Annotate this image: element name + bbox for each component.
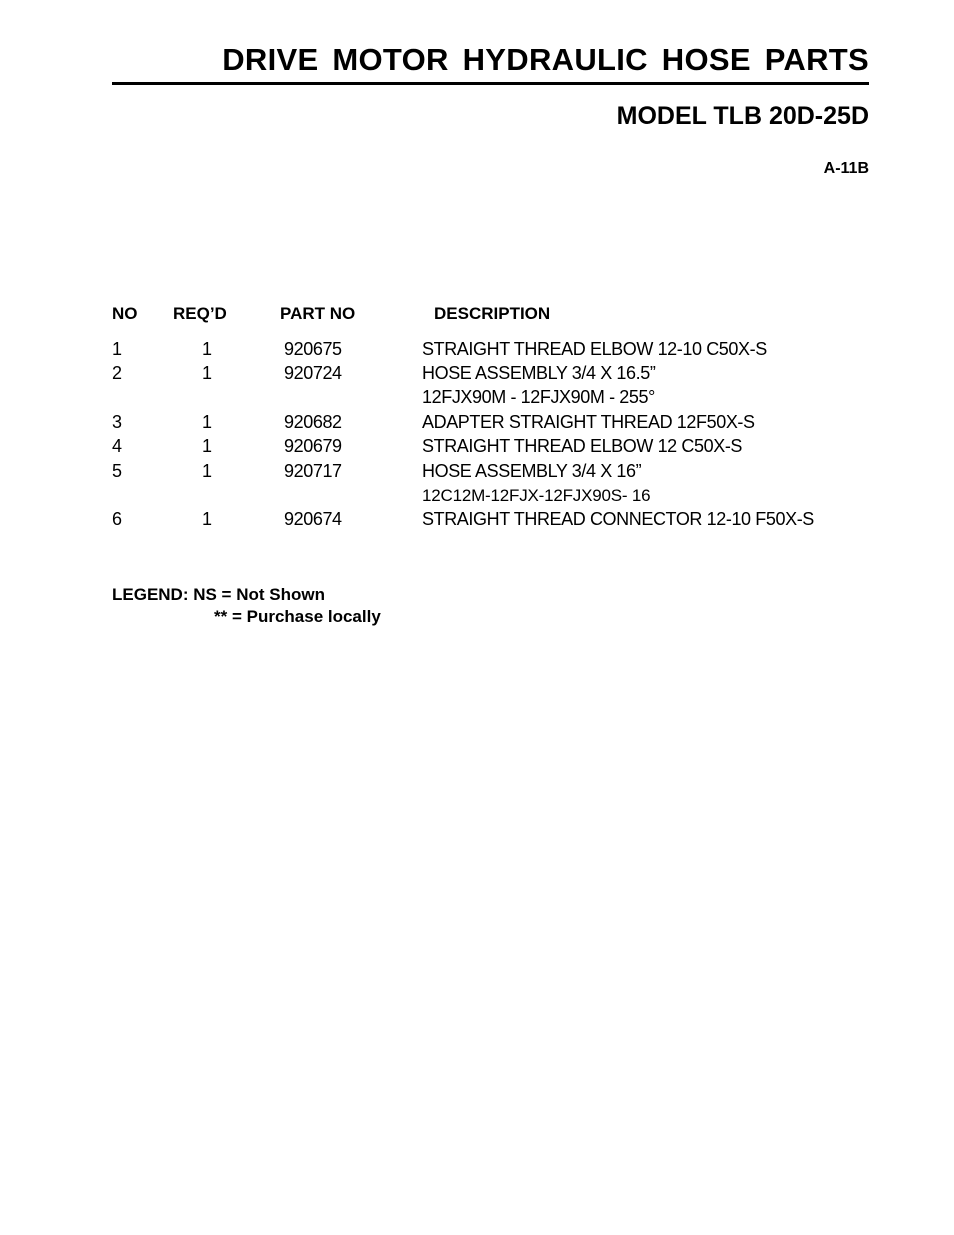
table-row (0, 363, 954, 387)
part-description: HOSE ASSEMBLY 3/4 X 16.5” (422, 363, 656, 383)
part-description: STRAIGHT THREAD ELBOW 12-10 C50X-S (422, 339, 767, 359)
table-row (0, 436, 954, 460)
item-number: 1 (112, 339, 122, 359)
part-number: 920674 (284, 509, 342, 529)
table-row-continuation (0, 485, 954, 509)
part-number: 920724 (284, 363, 342, 383)
table-row-continuation (0, 387, 954, 411)
table-row (0, 339, 954, 363)
item-number: 4 (112, 436, 122, 456)
part-description-detail: 12C12M-12FJX-12FJX90S- 16 (422, 486, 651, 505)
table-row (0, 412, 954, 436)
column-header-part-no: PART NO (280, 304, 356, 323)
part-description: ADAPTER STRAIGHT THREAD 12F50X-S (422, 412, 755, 432)
quantity-required: 1 (202, 363, 212, 383)
page-reference: A-11B (823, 160, 869, 177)
item-number: 5 (112, 461, 122, 481)
part-description: STRAIGHT THREAD CONNECTOR 12-10 F50X-S (422, 509, 814, 529)
quantity-required: 1 (202, 436, 212, 456)
item-number: 3 (112, 412, 122, 432)
table-row (0, 461, 954, 485)
table-row (0, 509, 954, 533)
column-header-reqd: REQ’D (173, 304, 227, 323)
quantity-required: 1 (202, 461, 212, 481)
quantity-required: 1 (202, 509, 212, 529)
quantity-required: 1 (202, 412, 212, 432)
legend-not-shown: LEGEND: NS = Not Shown (112, 585, 325, 604)
part-description: HOSE ASSEMBLY 3/4 X 16” (422, 461, 642, 481)
legend-purchase-locally: ** = Purchase locally (214, 607, 381, 626)
part-description-detail: 12FJX90M - 12FJX90M - 255° (422, 387, 655, 407)
item-number: 2 (112, 363, 122, 383)
part-number: 920682 (284, 412, 342, 432)
model-heading: MODEL TLB 20D-25D (616, 102, 869, 130)
part-description: STRAIGHT THREAD ELBOW 12 C50X-S (422, 436, 743, 456)
page-title: DRIVE MOTOR HYDRAULIC HOSE PARTS (222, 42, 869, 77)
part-number: 920679 (284, 436, 342, 456)
column-header-description: DESCRIPTION (434, 304, 551, 323)
column-header-no: NO (112, 304, 138, 323)
item-number: 6 (112, 509, 122, 529)
title-divider (112, 82, 869, 85)
part-number: 920675 (284, 339, 342, 359)
quantity-required: 1 (202, 339, 212, 359)
part-number: 920717 (284, 461, 342, 481)
